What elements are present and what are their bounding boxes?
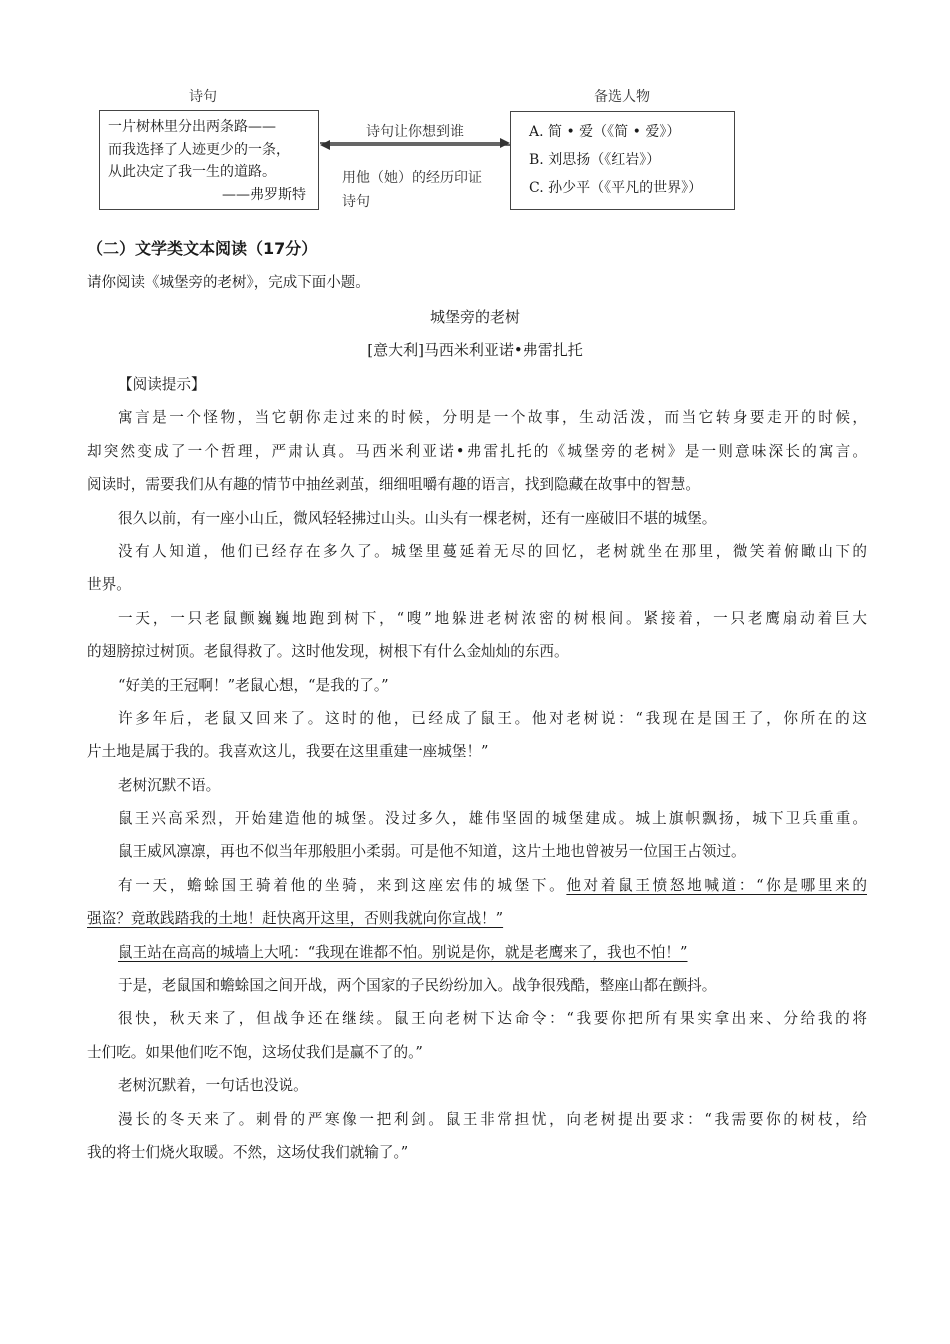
- character-option-b: B. 刘思扬（《红岩》）: [529, 152, 661, 168]
- paragraph-line: 寓言是一个怪物，当它朝你走过来的时候，分明是一个故事，生动活泼，而当它转身要走开的时候，: [118, 409, 867, 427]
- paragraph-line: 很久以前，有一座小山丘，微风轻轻拂过山头。山头有一棵老树，还有一座破旧不堪的城堡。: [118, 509, 717, 527]
- underlined-line: [87, 902, 867, 935]
- paragraph-line-mixed: [87, 869, 867, 902]
- plain-segment: 有一天，蟾蜍国王骑着他的坐骑，来到这座宏伟的城堡下。: [118, 876, 567, 894]
- section-title: （二）文学类文本阅读（17分）: [87, 239, 318, 258]
- arrow-bottom-label: 用他（她）的经历印证: [342, 170, 482, 186]
- paragraph-line: 没有人知道，他们已经存在多久了。城堡里蔓延着无尽的回忆，老树就坐在那里，微笑着俯瞰山下的: [118, 542, 867, 560]
- underlined-line: [87, 936, 867, 969]
- characters-caption: 备选人物: [594, 89, 650, 105]
- diagram-arrows: [0, 0, 950, 230]
- paragraph-line: 我的将士们烧火取暖。不然，这场仗我们就输了。”: [87, 1143, 409, 1161]
- paragraph-line: 老树沉默不语。: [118, 776, 221, 794]
- paragraph-line: 一天，一只老鼠颤巍巍地跑到树下，“嗖”地躲进老树浓密的树根间。紧接着，一只老鹰扇动着巨大: [118, 609, 867, 627]
- arrow-left-icon: [320, 140, 510, 150]
- paragraph-line: 片土地是属于我的。我喜欢这儿，我要在这里重建一座城堡！”: [87, 743, 489, 761]
- paragraph-line: 阅读时，需要我们从有趣的情节中抽丝剥茧，细细咀嚼有趣的语言，找到隐藏在故事中的智慧。: [87, 476, 700, 494]
- arrow-top-label: 诗句让你想到谁: [366, 124, 464, 140]
- poem-line: 而我选择了人迹更少的一条，: [108, 141, 290, 158]
- arrow-bottom-label-cont: 诗句: [342, 194, 370, 210]
- paragraph-line: 却突然变成了一个哲理，严肃认真。马西米利亚诺•弗雷扎托的《城堡旁的老树》是一则意味深长的寓言。: [87, 442, 867, 460]
- poem-author: ——弗罗斯特: [222, 186, 306, 203]
- story-body: [87, 368, 867, 1169]
- paragraph-line: 很快，秋天来了，但战争还在继续。鼠王向老树下达命令：“我要你把所有果实拿出来、分给我的将: [118, 1010, 867, 1028]
- story-byline: [意大利]马西米利亚诺•弗雷扎托: [367, 341, 583, 359]
- paragraph-line: 鼠王威风凛凛，再也不似当年那般胆小柔弱。可是他不知道，这片土地也曾被另一位国王占领过。: [118, 843, 746, 861]
- paragraph-line: 鼠王兴高采烈，开始建造他的城堡。没过多久，雄伟坚固的城堡建成。城上旗帜飘扬，城下卫兵重重。: [118, 810, 867, 828]
- underlined-segment: 鼠王站在高高的城墙上大吼：“我现在谁都不怕。别说是你，就是老鹰来了，我也不怕！”: [118, 943, 688, 961]
- paragraph-line: 许多年后，老鼠又回来了。这时的他，已经成了鼠王。他对老树说：“我现在是国王了，你所在的这: [118, 709, 867, 727]
- underlined-segment: 他对着鼠王愤怒地喊道：“你是哪里来的: [566, 876, 867, 894]
- story-title: 城堡旁的老树: [429, 308, 520, 326]
- paragraph-line: 老树沉默着，一句话也没说。: [118, 1077, 308, 1095]
- underlined-segment: 强盗？竟敢践踏我的土地！赶快离开这里，否则我就向你宣战！”: [87, 910, 504, 928]
- poem-line: 一片树林里分出两条路——: [108, 119, 276, 135]
- paragraph-line: 于是，老鼠国和蟾蜍国之间开战，两个国家的子民纷纷加入。战争很残酷，整座山都在颤抖。: [118, 977, 717, 995]
- paragraph-line: 世界。: [87, 576, 131, 594]
- paragraph-line: 漫长的冬天来了。刺骨的严寒像一把利剑。鼠王非常担忧，向老树提出要求：“我需要你的树枝，给: [118, 1110, 867, 1128]
- character-option-c: C. 孙少平（《平凡的世界》）: [529, 180, 703, 196]
- reading-tip-label: 【阅读提示】: [118, 376, 206, 393]
- intro-text: 请你阅读《城堡旁的老树》，完成下面小题。: [87, 275, 370, 291]
- paragraph-line: 士们吃。如果他们吃不饱，这场仗我们是赢不了的。”: [87, 1043, 423, 1061]
- poem-line: 从此决定了我一生的道路。: [108, 164, 276, 180]
- paragraph-line: 的翅膀掠过树顶。老鼠得救了。这时他发现，树根下有什么金灿灿的东西。: [87, 643, 569, 661]
- character-option-a: A. 简 • 爱（《简 • 爱》）: [529, 124, 681, 140]
- paragraph-line: “好美的王冠啊！”老鼠心想，“是我的了。”: [118, 676, 389, 694]
- poem-caption: 诗句: [189, 89, 217, 105]
- poem-character-diagram: [0, 0, 950, 230]
